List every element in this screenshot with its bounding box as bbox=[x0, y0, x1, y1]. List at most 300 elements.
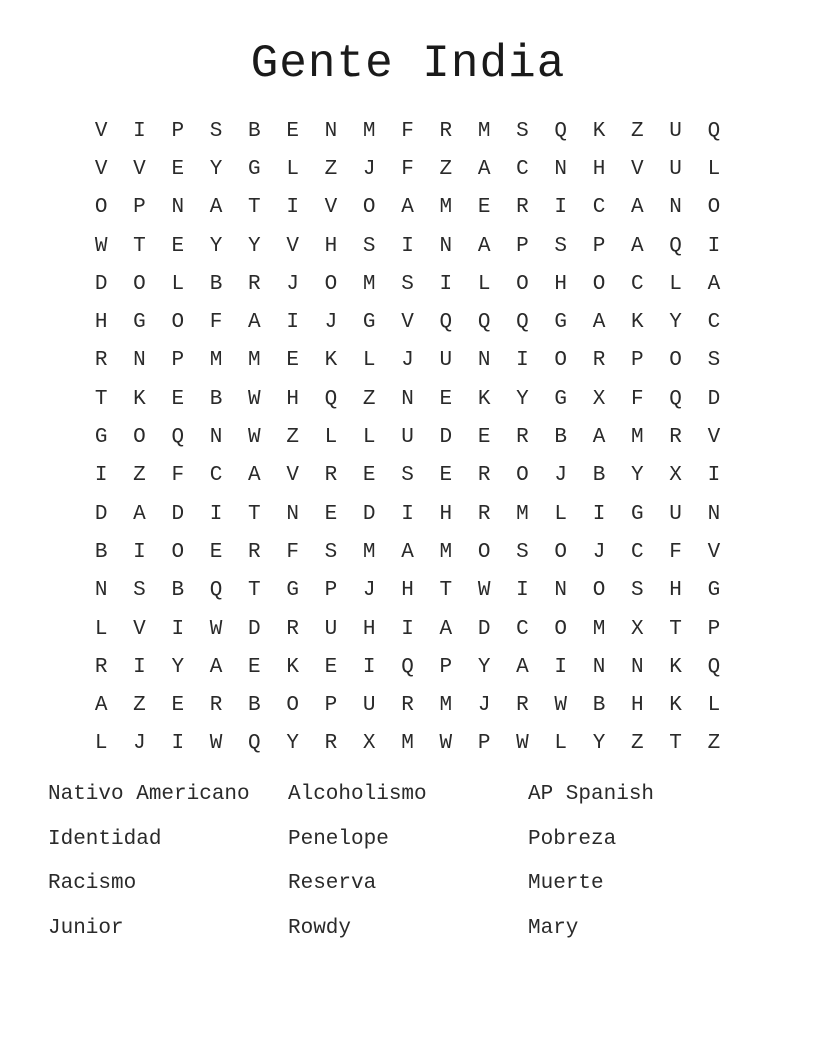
grid-letter: R bbox=[248, 540, 261, 564]
grid-letter: R bbox=[209, 694, 223, 718]
grid-letter: R bbox=[286, 617, 299, 641]
grid-letter: N bbox=[133, 349, 146, 373]
word-list-item: Alcoholismo bbox=[288, 783, 427, 806]
grid-letter: O bbox=[554, 540, 568, 564]
grid-letter: E bbox=[171, 157, 185, 181]
grid-letter: Y bbox=[209, 234, 223, 258]
grid-letter: G bbox=[94, 426, 108, 450]
grid-letter: O bbox=[477, 540, 491, 564]
grid-letter: Q bbox=[439, 311, 453, 335]
grid-letter: S bbox=[401, 272, 414, 296]
grid-letter: A bbox=[707, 272, 721, 296]
grid-letter: D bbox=[477, 617, 491, 641]
grid-letter: W bbox=[94, 234, 108, 258]
grid-letter: A bbox=[477, 234, 491, 258]
grid-letter: D bbox=[248, 617, 261, 641]
grid-letter: J bbox=[324, 311, 338, 335]
grid-letter: P bbox=[707, 617, 721, 641]
grid-letter: F bbox=[401, 157, 414, 181]
grid-letter: I bbox=[362, 655, 376, 679]
grid-letter: E bbox=[477, 196, 491, 220]
grid-letter: K bbox=[669, 694, 682, 718]
grid-letter: N bbox=[669, 196, 682, 220]
grid-letter: M bbox=[362, 540, 376, 564]
grid-letter: Y bbox=[477, 655, 491, 679]
grid-letter: M bbox=[439, 694, 453, 718]
grid-letter: H bbox=[286, 387, 299, 411]
grid-letter: Q bbox=[554, 119, 568, 143]
grid-letter: O bbox=[171, 540, 185, 564]
grid-letter: A bbox=[133, 502, 146, 526]
grid-letter: O bbox=[133, 426, 146, 450]
page-title: Gente India bbox=[250, 38, 566, 90]
grid-letter: V bbox=[324, 196, 338, 220]
grid-letter: H bbox=[362, 617, 376, 641]
grid-letter: O bbox=[171, 311, 185, 335]
word-list-item: Pobreza bbox=[528, 827, 617, 851]
grid-letter: G bbox=[707, 579, 721, 603]
grid-letter: Q bbox=[248, 732, 261, 756]
grid-letter: V bbox=[401, 311, 414, 335]
grid-letter: A bbox=[401, 540, 414, 564]
grid-letter: E bbox=[171, 234, 185, 258]
grid-letter: H bbox=[592, 157, 606, 181]
grid-letter: L bbox=[362, 349, 376, 373]
grid-letter: J bbox=[401, 349, 414, 373]
grid-letter: Z bbox=[286, 426, 299, 450]
grid-letter: Y bbox=[209, 157, 223, 181]
grid-letter: B bbox=[94, 540, 108, 564]
grid-letter: U bbox=[439, 349, 453, 373]
grid-letter: C bbox=[631, 272, 644, 296]
grid-letter: I bbox=[516, 579, 529, 603]
grid-letter: P bbox=[439, 655, 453, 679]
grid-letter: A bbox=[592, 311, 606, 335]
grid-letter: R bbox=[324, 464, 338, 488]
grid-letter: D bbox=[94, 272, 108, 296]
grid-letter: Q bbox=[324, 387, 338, 411]
grid-letter: R bbox=[516, 196, 529, 220]
grid-letter: I bbox=[592, 502, 606, 526]
grid-letter: E bbox=[477, 426, 491, 450]
grid-letter: W bbox=[248, 387, 261, 411]
grid-letter: O bbox=[592, 272, 606, 296]
grid-letter: L bbox=[554, 502, 568, 526]
grid-letter: V bbox=[286, 464, 299, 488]
grid-letter: L bbox=[94, 732, 108, 756]
grid-letter: O bbox=[707, 196, 721, 220]
grid-letter: I bbox=[286, 311, 299, 335]
grid-letter: R bbox=[248, 272, 261, 296]
grid-letter: V bbox=[631, 157, 644, 181]
grid-letter: E bbox=[439, 464, 453, 488]
grid-letter: T bbox=[248, 502, 261, 526]
grid-letter: P bbox=[171, 119, 185, 143]
grid-letter: M bbox=[631, 426, 644, 450]
grid-letter: W bbox=[516, 732, 529, 756]
grid-letter: E bbox=[362, 464, 376, 488]
grid-letter: I bbox=[94, 464, 108, 488]
grid-letter: J bbox=[362, 579, 376, 603]
grid-letter: E bbox=[286, 119, 299, 143]
grid-letter: P bbox=[592, 234, 606, 258]
grid-letter: O bbox=[669, 349, 682, 373]
grid-letter: M bbox=[362, 272, 376, 296]
grid-letter: R bbox=[439, 119, 453, 143]
grid-letter: I bbox=[554, 196, 568, 220]
grid-letter: O bbox=[516, 464, 529, 488]
grid-letter: Z bbox=[362, 387, 376, 411]
grid-letter: M bbox=[362, 119, 376, 143]
word-list-item: Mary bbox=[528, 917, 579, 941]
word-list bbox=[48, 776, 768, 955]
grid-letter: A bbox=[94, 694, 108, 718]
grid-letter: P bbox=[516, 234, 529, 258]
grid-letter: N bbox=[94, 579, 108, 603]
grid-letter: A bbox=[401, 196, 414, 220]
grid-letter: D bbox=[362, 502, 376, 526]
grid-letter: Y bbox=[171, 655, 185, 679]
grid-letter: M bbox=[401, 732, 414, 756]
grid-letter: B bbox=[171, 579, 185, 603]
word-list-item: AP Spanish bbox=[528, 783, 655, 806]
grid-letter: N bbox=[592, 655, 606, 679]
grid-letter: I bbox=[171, 732, 185, 756]
grid-letter: T bbox=[669, 617, 682, 641]
grid-letter: W bbox=[554, 694, 568, 718]
grid-letter: B bbox=[592, 694, 606, 718]
grid-letter: K bbox=[669, 655, 682, 679]
grid-letter: C bbox=[631, 540, 644, 564]
grid-letter: U bbox=[669, 119, 682, 143]
grid-letter: O bbox=[133, 272, 146, 296]
grid-letter: V bbox=[133, 157, 146, 181]
grid-letter: D bbox=[94, 502, 108, 526]
grid-letter: Q bbox=[171, 426, 185, 450]
grid-letter: I bbox=[133, 540, 146, 564]
grid-letter: Z bbox=[133, 694, 146, 718]
grid-letter: K bbox=[631, 311, 644, 335]
grid-letter: A bbox=[631, 196, 644, 220]
grid-letter: Q bbox=[209, 579, 223, 603]
grid-letter: G bbox=[286, 579, 299, 603]
word-list-item: Rowdy bbox=[288, 917, 352, 941]
grid-letter: P bbox=[324, 579, 338, 603]
grid-letter: X bbox=[631, 617, 644, 641]
grid-letter: U bbox=[669, 157, 682, 181]
grid-letter: Y bbox=[516, 387, 529, 411]
grid-letter: Q bbox=[669, 387, 682, 411]
grid-letter: N bbox=[477, 349, 491, 373]
grid-letter: H bbox=[324, 234, 338, 258]
grid-letter: I bbox=[133, 655, 146, 679]
grid-letter: C bbox=[516, 617, 529, 641]
grid-letter: T bbox=[669, 732, 682, 756]
grid-letter: N bbox=[171, 196, 185, 220]
grid-letter: I bbox=[401, 617, 414, 641]
grid-letter: W bbox=[209, 617, 223, 641]
grid-letter: Q bbox=[669, 234, 682, 258]
grid-letter: M bbox=[248, 349, 261, 373]
grid-letter: O bbox=[516, 272, 529, 296]
grid-letter: D bbox=[171, 502, 185, 526]
grid-letter: Y bbox=[592, 732, 606, 756]
grid-letter: W bbox=[209, 732, 223, 756]
grid-letter: I bbox=[133, 119, 146, 143]
grid-letter: N bbox=[631, 655, 644, 679]
grid-letter: E bbox=[171, 387, 185, 411]
grid-letter: Z bbox=[631, 732, 644, 756]
grid-letter: H bbox=[631, 694, 644, 718]
grid-letter: G bbox=[554, 387, 568, 411]
grid-letter: U bbox=[324, 617, 338, 641]
grid-letter: O bbox=[286, 694, 299, 718]
grid-letter: R bbox=[669, 426, 682, 450]
grid-letter: L bbox=[554, 732, 568, 756]
grid-letter: F bbox=[286, 540, 299, 564]
grid-letter: J bbox=[554, 464, 568, 488]
grid-letter: I bbox=[554, 655, 568, 679]
grid-letter: E bbox=[209, 540, 223, 564]
word-list-item: Penelope bbox=[288, 827, 389, 851]
grid-letter: A bbox=[439, 617, 453, 641]
grid-letter: G bbox=[133, 311, 146, 335]
grid-letter: E bbox=[439, 387, 453, 411]
grid-letter: I bbox=[516, 349, 529, 373]
grid-letter: M bbox=[209, 349, 223, 373]
grid-letter: K bbox=[592, 119, 606, 143]
grid-letter: M bbox=[439, 196, 453, 220]
grid-letter: Q bbox=[401, 655, 414, 679]
grid-letter: M bbox=[439, 540, 453, 564]
grid-letter: J bbox=[362, 157, 376, 181]
grid-letter: L bbox=[477, 272, 491, 296]
grid-letter: R bbox=[516, 694, 529, 718]
grid-letter: R bbox=[477, 502, 491, 526]
grid-letter: B bbox=[554, 426, 568, 450]
grid-letter: B bbox=[248, 119, 261, 143]
grid-letter: S bbox=[516, 540, 529, 564]
grid-letter: D bbox=[707, 387, 721, 411]
word-list-item: Muerte bbox=[528, 872, 604, 896]
grid-letter: P bbox=[477, 732, 491, 756]
grid-letter: L bbox=[669, 272, 682, 296]
grid-letter: I bbox=[401, 502, 414, 526]
grid-letter: J bbox=[477, 694, 491, 718]
grid-letter: V bbox=[707, 426, 721, 450]
grid-letter: Y bbox=[669, 311, 682, 335]
grid-letter: L bbox=[362, 426, 376, 450]
grid-letter: J bbox=[133, 732, 146, 756]
grid-letter: N bbox=[439, 234, 453, 258]
grid-letter: I bbox=[171, 617, 185, 641]
grid-letter: I bbox=[707, 464, 721, 488]
grid-letter: N bbox=[286, 502, 299, 526]
grid-letter: F bbox=[171, 464, 185, 488]
grid-letter: N bbox=[554, 157, 568, 181]
grid-letter: W bbox=[477, 579, 491, 603]
grid-letter: S bbox=[707, 349, 721, 373]
grid-letter: Z bbox=[631, 119, 644, 143]
grid-letter: Z bbox=[133, 464, 146, 488]
word-list-item: Reserva bbox=[288, 872, 377, 896]
grid-letter: S bbox=[209, 119, 223, 143]
grid-letter: H bbox=[669, 579, 682, 603]
word-list-item: Junior bbox=[48, 917, 124, 941]
grid-letter: Q bbox=[516, 311, 529, 335]
grid-letter: Q bbox=[707, 119, 721, 143]
grid-letter: E bbox=[324, 502, 338, 526]
grid-letter: V bbox=[286, 234, 299, 258]
grid-letter: C bbox=[707, 311, 721, 335]
grid-letter: O bbox=[554, 349, 568, 373]
grid-letter: L bbox=[324, 426, 338, 450]
grid-letter: V bbox=[133, 617, 146, 641]
grid-letter: B bbox=[592, 464, 606, 488]
grid-letter: O bbox=[362, 196, 376, 220]
grid-letter: G bbox=[554, 311, 568, 335]
grid-letter: P bbox=[171, 349, 185, 373]
grid-letter: C bbox=[592, 196, 606, 220]
grid-letter: S bbox=[362, 234, 376, 258]
grid-letter: W bbox=[248, 426, 261, 450]
grid-letter: M bbox=[592, 617, 606, 641]
grid-letter: P bbox=[631, 349, 644, 373]
grid-letter: K bbox=[133, 387, 146, 411]
grid-letter: Y bbox=[631, 464, 644, 488]
grid-letter: L bbox=[94, 617, 108, 641]
grid-letter: E bbox=[248, 655, 261, 679]
grid-letter: I bbox=[209, 502, 223, 526]
grid-letter: F bbox=[209, 311, 223, 335]
grid-letter: R bbox=[401, 694, 414, 718]
grid-letter: T bbox=[248, 196, 261, 220]
grid-letter: T bbox=[248, 579, 261, 603]
letter-grid bbox=[82, 112, 733, 763]
grid-letter: R bbox=[324, 732, 338, 756]
grid-letter: R bbox=[477, 464, 491, 488]
grid-letter: E bbox=[286, 349, 299, 373]
grid-letter: S bbox=[324, 540, 338, 564]
grid-letter: Q bbox=[477, 311, 491, 335]
grid-letter: F bbox=[669, 540, 682, 564]
grid-letter: A bbox=[477, 157, 491, 181]
grid-letter: I bbox=[286, 196, 299, 220]
grid-letter: G bbox=[248, 157, 261, 181]
grid-letter: S bbox=[516, 119, 529, 143]
grid-letter: A bbox=[248, 464, 261, 488]
grid-letter: L bbox=[707, 157, 721, 181]
grid-letter: D bbox=[439, 426, 453, 450]
grid-letter: T bbox=[94, 387, 108, 411]
grid-letter: L bbox=[171, 272, 185, 296]
grid-letter: S bbox=[133, 579, 146, 603]
grid-letter: X bbox=[362, 732, 376, 756]
grid-letter: K bbox=[477, 387, 491, 411]
grid-letter: N bbox=[554, 579, 568, 603]
grid-letter: N bbox=[324, 119, 338, 143]
grid-letter: N bbox=[401, 387, 414, 411]
grid-letter: M bbox=[477, 119, 491, 143]
grid-letter: S bbox=[631, 579, 644, 603]
grid-letter: U bbox=[362, 694, 376, 718]
grid-letter: A bbox=[209, 196, 223, 220]
grid-letter: B bbox=[209, 272, 223, 296]
grid-letter: Y bbox=[286, 732, 299, 756]
grid-letter: H bbox=[554, 272, 568, 296]
grid-letter: U bbox=[401, 426, 414, 450]
grid-letter: X bbox=[669, 464, 682, 488]
grid-letter: O bbox=[554, 617, 568, 641]
grid-letter: M bbox=[516, 502, 529, 526]
grid-letter: I bbox=[401, 234, 414, 258]
grid-letter: F bbox=[401, 119, 414, 143]
grid-letter: R bbox=[592, 349, 606, 373]
grid-letter: T bbox=[439, 579, 453, 603]
grid-letter: A bbox=[248, 311, 261, 335]
grid-letter: A bbox=[516, 655, 529, 679]
grid-letter: V bbox=[707, 540, 721, 564]
grid-letter: H bbox=[439, 502, 453, 526]
grid-letter: A bbox=[592, 426, 606, 450]
grid-letter: S bbox=[554, 234, 568, 258]
grid-letter: H bbox=[94, 311, 108, 335]
grid-letter: Y bbox=[248, 234, 261, 258]
grid-letter: W bbox=[439, 732, 453, 756]
grid-letter: K bbox=[324, 349, 338, 373]
grid-letter: L bbox=[707, 694, 721, 718]
grid-letter: E bbox=[171, 694, 185, 718]
grid-letter: C bbox=[516, 157, 529, 181]
grid-letter: J bbox=[592, 540, 606, 564]
grid-letter: G bbox=[631, 502, 644, 526]
grid-letter: E bbox=[324, 655, 338, 679]
grid-letter: S bbox=[401, 464, 414, 488]
grid-letter: I bbox=[707, 234, 721, 258]
grid-letter: R bbox=[516, 426, 529, 450]
grid-letter: B bbox=[209, 387, 223, 411]
grid-letter: A bbox=[209, 655, 223, 679]
grid-letter: U bbox=[669, 502, 682, 526]
grid-letter: X bbox=[592, 387, 606, 411]
grid-letter: P bbox=[324, 694, 338, 718]
grid-letter: N bbox=[209, 426, 223, 450]
grid-letter: O bbox=[324, 272, 338, 296]
grid-letter: L bbox=[286, 157, 299, 181]
grid-letter: R bbox=[94, 655, 108, 679]
grid-letter: Z bbox=[439, 157, 453, 181]
grid-letter: H bbox=[401, 579, 414, 603]
grid-letter: A bbox=[631, 234, 644, 258]
grid-letter: V bbox=[94, 119, 108, 143]
grid-letter: C bbox=[209, 464, 223, 488]
grid-letter: N bbox=[707, 502, 721, 526]
word-list-item: Nativo Americano bbox=[48, 783, 250, 806]
grid-letter: B bbox=[248, 694, 261, 718]
grid-letter: O bbox=[94, 196, 108, 220]
word-list-item: Racismo bbox=[48, 872, 137, 896]
grid-letter: V bbox=[94, 157, 108, 181]
grid-letter: I bbox=[439, 272, 453, 296]
grid-letter: O bbox=[592, 579, 606, 603]
grid-letter: P bbox=[133, 196, 146, 220]
grid-letter: T bbox=[133, 234, 146, 258]
grid-letter: Q bbox=[707, 655, 721, 679]
grid-letter: Z bbox=[324, 157, 338, 181]
word-list-item: Identidad bbox=[48, 827, 162, 851]
grid-letter: Z bbox=[707, 732, 721, 756]
grid-letter: R bbox=[94, 349, 108, 373]
